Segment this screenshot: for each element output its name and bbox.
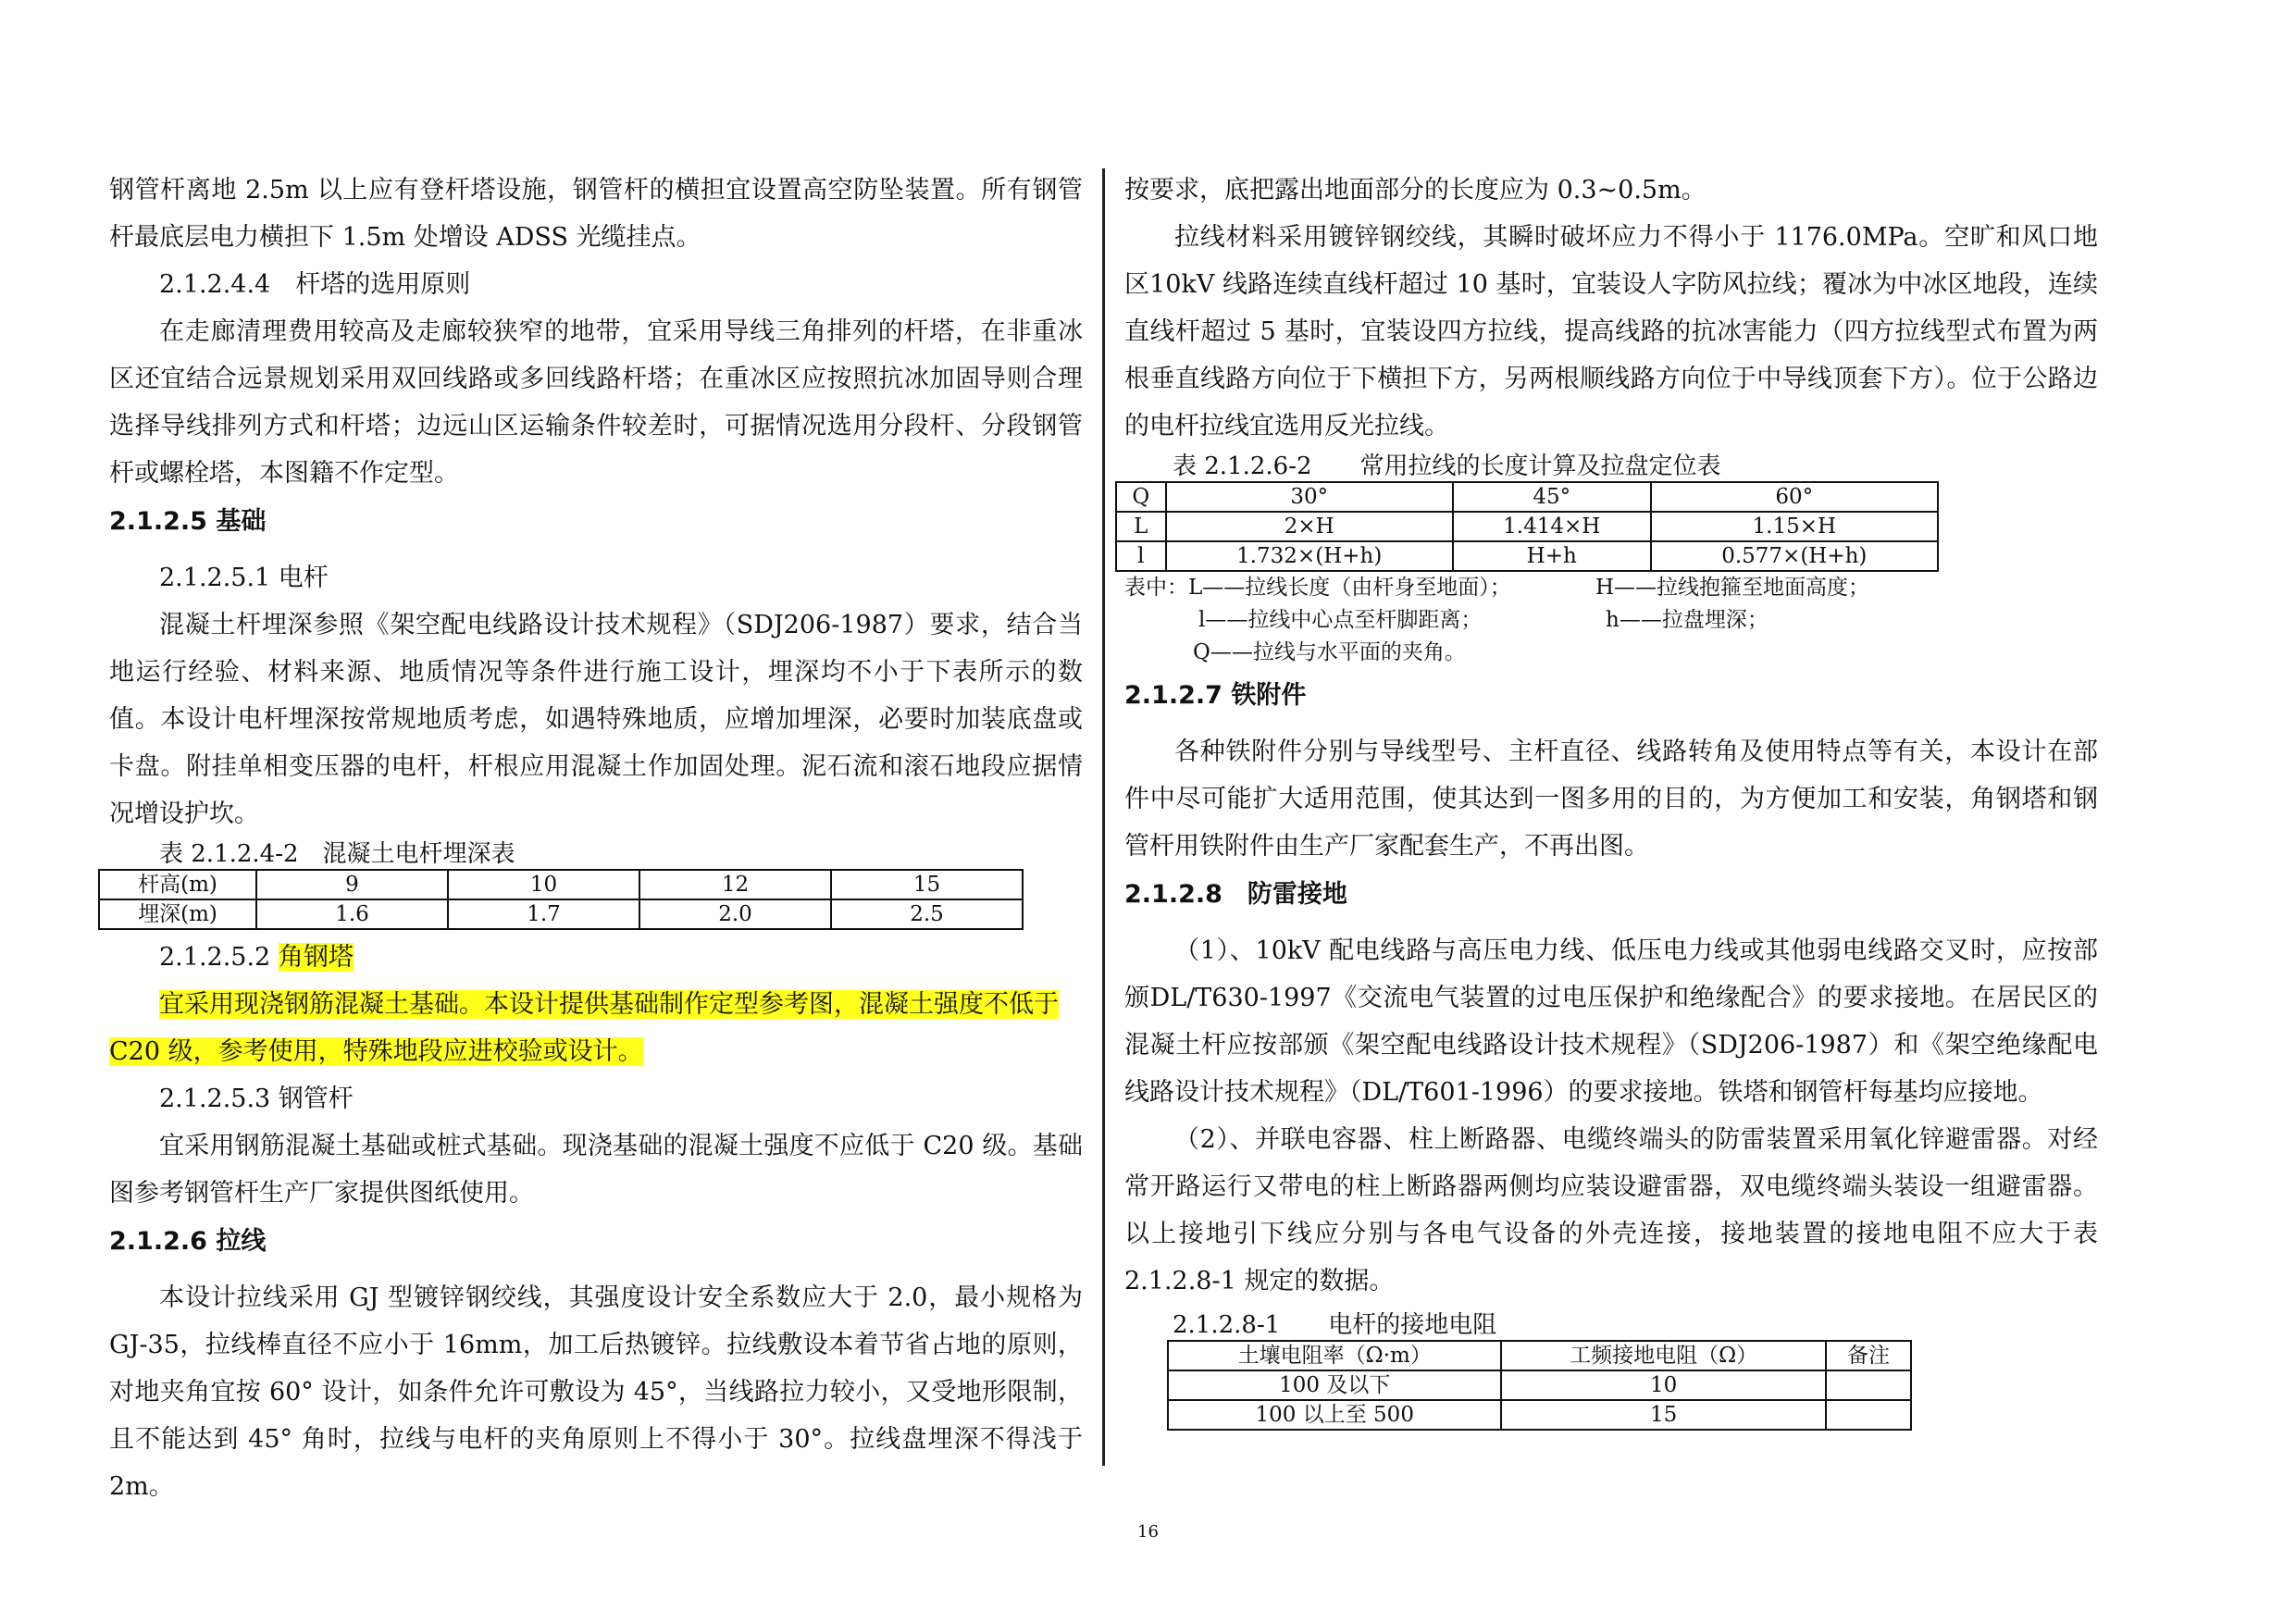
heading-number: 2.1.2.5.2 [159,943,271,972]
highlighted-text: C20 级，参考使用，特殊地段应进校验或设计。 [109,1037,643,1066]
table-cell: 1.15×H [1651,512,1938,541]
paragraph: 宜采用钢筋混凝土基础或桩式基础。现浇基础的混凝土强度不应低于 C20 级。基础图参考钢管杆生产厂家提供图纸使用。 [109,1132,1083,1208]
table-cell: l [1116,541,1166,571]
table-cell: 1.6 [256,899,448,929]
table-cell: 备注 [1826,1341,1911,1370]
table-cell: 1.7 [448,899,639,929]
section-heading: 2.1.2.8 防雷接地 [1124,880,1347,909]
table-row [1116,541,1938,571]
table-cell: 100 以上至 500 [1168,1400,1501,1430]
table-cell: 埋深(m) [99,899,256,929]
left-column [109,167,1083,1510]
paragraph: 本设计拉线采用 GJ 型镀锌钢绞线，其强度设计安全系数应大于 2.0，最小规格为 GJ-35，拉线棒直径不应小于 16mm，加工后热镀锌。拉线敷设本着节省占地的原则，对地夹角宜按 60° 设计，如条件允许可敷设为 45°，当线路拉力较小，又受地形限制，且不能达到 45° 角时，拉线与电杆的夹角原则上不得小于 30°。拉线盘埋深不得浅于 2m。 [109,1283,1083,1501]
highlighted-paragraph [109,981,1083,1028]
note-line [1124,572,2098,604]
table-cell: 10 [448,870,639,899]
paragraph: （2）、并联电容器、柱上断路器、电缆终端头的防雷装置采用氧化锌避雷器。对经常开路运行又带电的柱上断路器两侧均应装设避雷器，双电缆终端头装设一组避雷器。以上接地引下线应分别与各电气设备的外壳连接，接地装置的接地电阻不应大于表2.1.2.8-1 规定的数据。 [1124,1125,2098,1295]
table-cell [1826,1370,1911,1400]
table-cell: 1.732×(H+h) [1166,541,1453,571]
table-cell: 15 [831,870,1023,899]
highlighted-paragraph-continued [109,1028,1083,1075]
table-row [99,870,1023,899]
table-caption: 表 2.1.2.4-2 混凝土电杆埋深表 [159,840,515,868]
paragraph: 按要求，底把露出地面部分的长度应为 0.3~0.5m。 [1124,176,1706,205]
table-cell: 杆高(m) [99,870,256,899]
paragraph: （1）、10kV 配电线路与高压电力线、低压电力线或其他弱电线路交叉时，应按部颁DL/T630-1997《交流电气装置的过电压保护和绝缘配合》的要求接地。在居民区的混凝土杆应按部颁《架空配电线路设计技术规程》（SDJ206-1987）和《架空绝缘配电线路设计技术规程》（DL/T601-1996）的要求接地。铁塔和钢管杆每基均应接地。 [1124,936,2098,1107]
table-cell: 15 [1501,1400,1825,1430]
table-cell: 100 及以下 [1168,1370,1501,1400]
table-cell: 土壤电阻率（Ω·m） [1168,1341,1501,1370]
right-column [1124,167,2098,1431]
table-cell: 60° [1651,482,1938,512]
table-row [1168,1370,1911,1400]
table-cell: 45° [1453,482,1651,512]
table-caption: 表 2.1.2.6-2 常用拉线的长度计算及拉盘定位表 [1173,452,1721,480]
table-cell: 1.414×H [1453,512,1651,541]
table-cell: Q [1116,482,1166,512]
page-number: 16 [1137,1522,1159,1542]
paragraph: 混凝土杆埋深参照《架空配电线路设计技术规程》（SDJ206-1987）要求，结合当地运行经验、材料来源、地质情况等条件进行施工设计，埋深均不小于下表所示的数值。本设计电杆埋深按常规地质考虑，如遇特殊地质，应增加埋深，必要时加装底盘或卡盘。附挂单相变压器的电杆，杆根应用混凝土作加固处理。泥石流和滚石地段应据情况增设护坎。 [109,611,1083,828]
table-note [1124,572,2098,669]
table-cell: 10 [1501,1370,1825,1400]
note-item: L——拉线长度（由杆身至地面）； [1188,576,1511,600]
paragraph: 各种铁附件分别与导线型号、主杆直径、线路转角及使用特点等有关，本设计在部件中尽可能扩大适用范围，使其达到一图多用的目的，为方便加工和安装，角钢塔和钢管杆用铁附件由生产厂家配套生产，不再出图。 [1124,738,2098,861]
subsection-heading [109,934,1083,981]
note-prefix: 表中： [1124,576,1188,600]
section-heading: 2.1.2.6 拉线 [109,1227,267,1256]
note-line [1124,637,2098,669]
table-cell: 9 [256,870,448,899]
highlighted-heading-title: 角钢塔 [278,943,354,972]
subsection-heading: 2.1.2.5.3 钢管杆 [159,1085,354,1113]
paragraph: 拉线材料采用镀锌钢绞线，其瞬时破坏应力不得小于 1176.0MPa。空旷和风口地区10kV 线路连续直线杆超过 10 基时，宜装设人字防风拉线；覆冰为中冰区地段，连续直线杆超过 5 基时，宜装设四方拉线，提高线路的抗冰害能力（四方拉线型式布置为两根垂直线路方向位于下横担下方，另两根顺线路方向位于中导线顶套下方）。位于公路边的电杆拉线宜选用反光拉线。 [1124,223,2098,440]
table-cell: 0.577×(H+h) [1651,541,1938,571]
table-cell: 30° [1166,482,1453,512]
table-cell: 工频接地电阻（Ω） [1501,1341,1825,1370]
section-heading: 2.1.2.5 基础 [109,507,267,536]
table-cell [1826,1400,1911,1430]
table-cell: 12 [639,870,831,899]
note-item: l——拉线中心点至杆脚距离； [1198,608,1483,632]
note-item: H——拉线抱箍至地面高度； [1595,576,1870,600]
table-row [1168,1341,1911,1370]
table-row [1116,482,1938,512]
table-row [1168,1400,1911,1430]
column-divider [1102,168,1105,1466]
stay-wire-table [1115,481,1939,572]
subsection-heading: 2.1.2.5.1 电杆 [159,564,329,592]
table-row [99,899,1023,929]
table-caption: 2.1.2.8-1 电杆的接地电阻 [1173,1311,1497,1339]
note-item: h——拉盘埋深； [1606,608,1769,632]
table-cell: H+h [1453,541,1651,571]
grounding-resistance-table [1167,1340,1912,1431]
note-line [1124,604,2098,637]
paragraph: 钢管杆离地 2.5m 以上应有登杆塔设施，钢管杆的横担宜设置高空防坠装置。所有钢管杆最底层电力横担下 1.5m 处增设 ADSS 光缆挂点。 [109,176,1083,252]
highlighted-text: 宜采用现浇钢筋混凝土基础。本设计提供基础制作定型参考图，混凝土强度不低于 [159,990,1059,1019]
table-cell: 2.5 [831,899,1023,929]
table-cell: 2×H [1166,512,1453,541]
subsection-heading: 2.1.2.4.4 杆塔的选用原则 [159,270,471,299]
table-row [1116,512,1938,541]
pole-depth-table [98,869,1024,930]
section-heading: 2.1.2.7 铁附件 [1124,681,1307,710]
paragraph: 在走廊清理费用较高及走廊较狭窄的地带，宜采用导线三角排列的杆塔，在非重冰区还宜结合远景规划采用双回线路或多回线路杆塔；在重冰区应按照抗冰加固导则合理选择导线排列方式和杆塔；边远山区运输条件较差时，可据情况选用分段杆、分段钢管杆或螺栓塔，本图籍不作定型。 [109,317,1083,488]
table-cell: 2.0 [639,899,831,929]
note-item: Q——拉线与水平面的夹角。 [1193,640,1466,664]
table-cell: L [1116,512,1166,541]
